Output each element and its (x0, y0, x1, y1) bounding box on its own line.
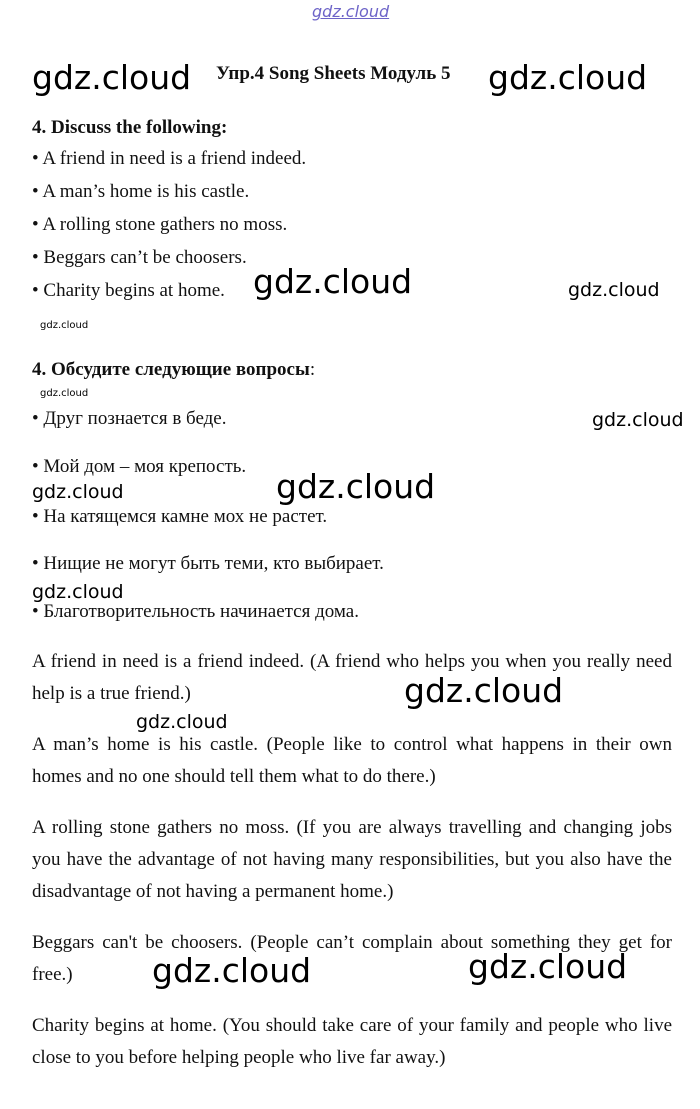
list-item: • Нищие не могут быть теми, кто выбирает. (32, 553, 384, 574)
watermark-text: gdz.cloud (32, 58, 192, 97)
list-item: • Charity begins at home. (32, 280, 225, 301)
watermark-text: gdz.cloud (32, 481, 124, 503)
watermark-text: gdz.cloud (276, 467, 436, 506)
list-item: • На катящемся камне мох не растет. (32, 506, 328, 527)
watermark-text: gdz.cloud (404, 671, 564, 710)
list-item: • Beggars can’t be choosers. (32, 247, 247, 268)
watermark-text: gdz.cloud (32, 581, 124, 603)
russian-heading-colon: : (309, 359, 316, 380)
list-item: • Мой дом – моя крепость. (32, 456, 247, 477)
list-item: • Друг познается в беде. (32, 408, 227, 429)
list-item: • A rolling stone gathers no moss. (32, 214, 288, 235)
watermark-text: gdz.cloud (468, 947, 628, 986)
list-item: • A friend in need is a friend indeed. (32, 148, 307, 169)
watermark-text: gdz.cloud (488, 58, 648, 97)
explanation-paragraph: A man’s home is his castle. (People like to control what happens in their own homes and no one should tell them what to do there.) (32, 734, 672, 787)
watermark-text: gdz.cloud (152, 951, 312, 990)
page-title: Упр.4 Song Sheets Модуль 5 (216, 63, 451, 84)
watermark-text: gdz.cloud (40, 320, 89, 331)
english-heading: 4. Discuss the following: (32, 117, 228, 138)
list-item: • Благотворительность начинается дома. (32, 601, 359, 622)
watermark-text: gdz.cloud (253, 262, 413, 301)
list-item: • A man’s home is his castle. (32, 181, 250, 202)
explanation-paragraph: Beggars can't be choosers. (People can’t complain about something they get for free.) (32, 932, 672, 985)
russian-heading (32, 359, 315, 381)
explanation-paragraph: A friend in need is a friend indeed. (A friend who helps you when you really need help is a true friend.) (32, 651, 672, 704)
watermark-link-top[interactable]: gdz.cloud (312, 2, 390, 21)
explanation-paragraph: Charity begins at home. (You should take care of your family and people who live close to you before helping people who live far away.) (32, 1015, 672, 1068)
watermark-text: gdz.cloud (136, 711, 228, 733)
watermark-text: gdz.cloud (592, 409, 684, 431)
russian-heading-text: 4. Обсудите следующие вопросы (32, 359, 310, 380)
watermark-text: gdz.cloud (40, 388, 89, 399)
watermark-text: gdz.cloud (568, 279, 660, 301)
explanation-paragraph: A rolling stone gathers no moss. (If you are always travelling and changing jobs you have the advantage of not having many responsibilities, but you also have the disadvantage of not having a permanent home.) (32, 817, 672, 902)
